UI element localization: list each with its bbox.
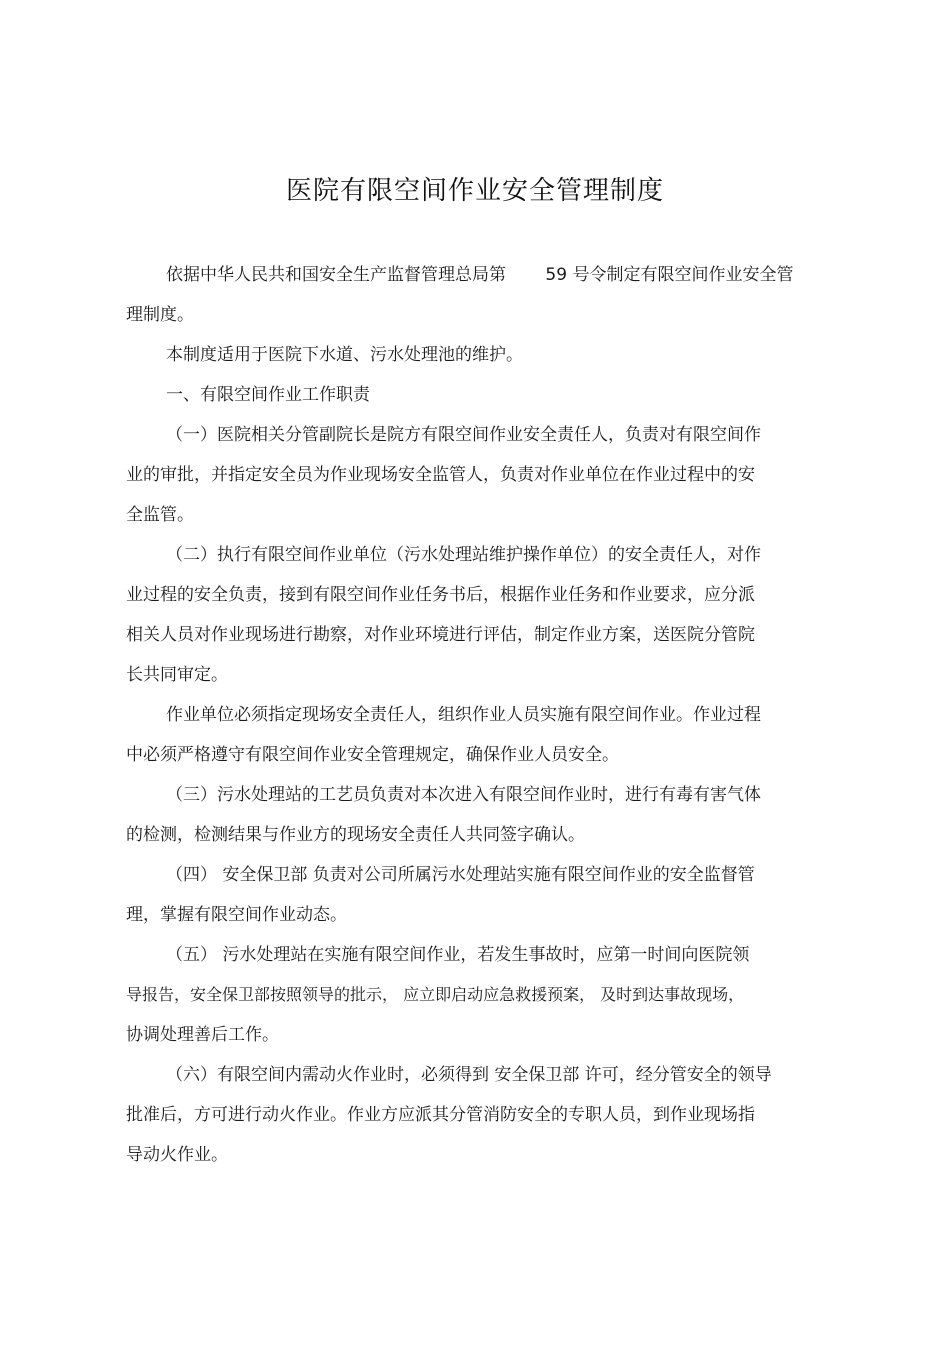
paragraph-line: 作业单位必须指定现场安全责任人，组织作业人员实施有限空间作业。作业过程	[166, 705, 761, 725]
paragraph-line: （六）有限空间内需动火作业时，必须得到 安全保卫部 许可，经分管安全的领导	[166, 1065, 772, 1085]
paragraph-line: 导报告，安全保卫部按照领导的批示， 应立即启动应急救援预案， 及时到达事故现场，	[126, 985, 745, 1004]
paragraph-line: 本制度适用于医院下水道、污水处理池的维护。	[166, 345, 523, 365]
paragraph-line: 依据中华人民共和国安全生产监督管理总局第 59 号令制定有限空间作业安全管	[166, 265, 794, 285]
paragraph-line: （五） 污水处理站在实施有限空间作业，若发生事故时，应第一时间向医院领	[166, 945, 750, 965]
paragraph-line: 长共同审定。	[126, 665, 228, 685]
paragraph-line: （四） 安全保卫部 负责对公司所属污水处理站实施有限空间作业的安全监督管	[166, 865, 755, 885]
paragraph-line: 理，掌握有限空间作业动态。	[126, 905, 347, 925]
paragraph-line: 的检测，检测结果与作业方的现场安全责任人共同签字确认。	[126, 825, 585, 845]
section-heading: 一、有限空间作业工作职责	[166, 385, 370, 405]
paragraph-line: 理制度。	[126, 305, 194, 325]
paragraph-line: （一）医院相关分管副院长是院方有限空间作业安全责任人，负责对有限空间作	[166, 425, 761, 445]
paragraph-line: 业过程的安全负责，接到有限空间作业任务书后，根据作业任务和作业要求，应分派	[126, 585, 755, 605]
document-title: 医院有限空间作业安全管理制度	[285, 176, 664, 206]
paragraph-line: （二）执行有限空间作业单位（污水处理站维护操作单位）的安全责任人，对作	[166, 545, 761, 565]
paragraph-line: 协调处理善后工作。	[126, 1025, 279, 1045]
paragraph-line: 全监管。	[126, 505, 194, 525]
paragraph-line: 导动火作业。	[126, 1145, 228, 1165]
paragraph-line: 中必须严格遵守有限空间作业安全管理规定，确保作业人员安全。	[126, 745, 619, 765]
paragraph-line: （三）污水处理站的工艺员负责对本次进入有限空间作业时，进行有毒有害气体	[166, 785, 761, 805]
paragraph-line: 批准后，方可进行动火作业。作业方应派其分管消防安全的专职人员，到作业现场指	[126, 1105, 755, 1125]
paragraph-line: 相关人员对作业现场进行勘察，对作业环境进行评估，制定作业方案，送医院分管院	[126, 625, 755, 645]
paragraph-line: 业的审批，并指定安全员为作业现场安全监管人，负责对作业单位在作业过程中的安	[126, 465, 755, 485]
